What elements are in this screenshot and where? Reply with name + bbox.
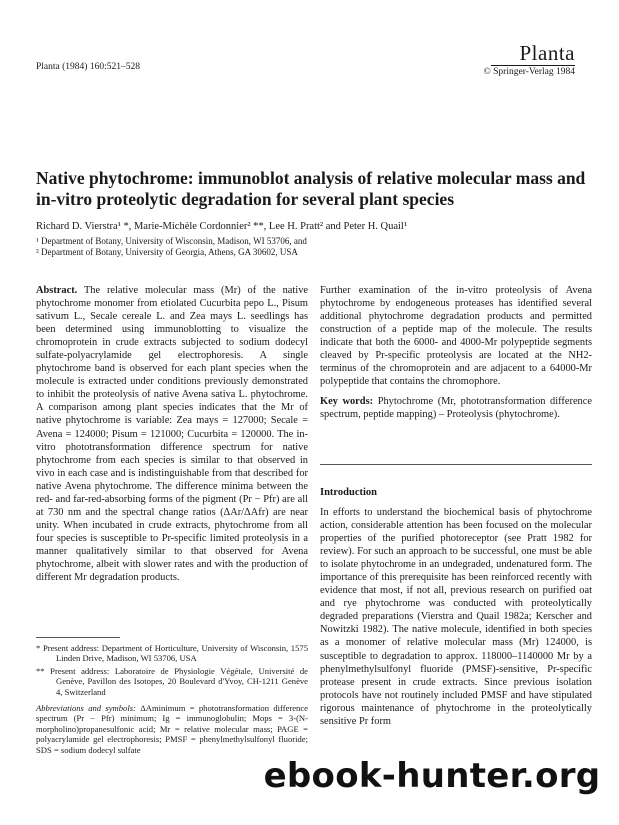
- article-title: Native phytochrome: immunoblot analysis of relative molecular mass and in-vitro proteolytic degradation for several plant species: [36, 168, 586, 209]
- footnote-divider: [36, 637, 120, 638]
- abstract-text: The relative molecular mass (Mr) of the native phytochrome monomer from etiolated Cucurbita pepo L., Pisum sativum L., Secale cereale L. and Zea mays L. seedlings has been determined using immunoblotting to visualize the chromoprotein in crude extracts subjected to sodium dodecyl sulfate-polyacrylamide gel electrophoresis. A single phytochrome band is observed for each plant species when the molecule is extracted under conditions previously demonstrated to inhibit the proteolysis of native Avena sativa L. phytochrome. A comparison among plant species indicates that the Mr of native phytochrome is variable: Zea mays = 127000; Secale = Avena = 124000; Pisum = 121000; Cucurbita = 120000. The in-vitro phototransformation difference spectrum for native phytochrome from each species is similar to that observed in vivo in each case and is indistinguishable from that described for native Avena phytochrome. The difference minima between the red- and far-red-absorbing forms of the pigment (Pr − Pfr) are all at 730 nm and the spectral change ratios (ΔAr/ΔAfr) are near unity. When incubated in crude extracts, phytochrome from all four species is susceptible to Pr-specific limited proteolysis in a manner qualitatively similar to that observed for Avena phytochrome, albeit with slower rates and with the production of different Mr degradation products.: [36, 285, 308, 584]
- keywords-paragraph: [320, 395, 592, 421]
- journal-logo: [484, 42, 575, 77]
- section-divider: [320, 464, 592, 465]
- abstract-continued: Further examination of the in-vitro proteolysis of Avena phytochrome by endogeneous proteases has identified several additional phytochrome degradation products and permitted construction of a peptide map of the molecule. The results indicate that both the 6000- and 4000-Mr polypeptide segments cleaved by Pr-specific proteolysis are located at the NH2-terminus of the chromoprotein and are adjacent to a 64000-Mr polypeptide that contains the chromophore.: [320, 285, 592, 388]
- footnote-1: * Present address: Department of Horticulture, University of Wisconsin, 1575 Linden Drive, Madison, WI 53706, USA: [36, 643, 308, 664]
- logo-divider: [491, 65, 575, 66]
- introduction-heading: Introduction: [320, 487, 377, 498]
- journal-citation: Planta (1984) 160:521–528: [36, 62, 140, 72]
- publisher-notice: © Springer-Verlag 1984: [483, 67, 575, 77]
- footnote-2: ** Present address: Laboratoire de Physiologie Végétale, Université de Genève, Pavillon des Isotopes, 20 Boulevard d'Yvoy, CH-1211 Genève 4, Switzerland: [36, 665, 308, 697]
- keywords-text: Phytochrome (Mr, phototransformation difference spectrum, peptide mapping) – Proteolysis (phytochrome).: [320, 396, 592, 421]
- abstract-label: Abstract.: [36, 285, 78, 296]
- affiliation-2: ² Department of Botany, University of Georgia, Athens, GA 30602, USA: [36, 247, 298, 257]
- abbreviations-label: Abbreviations and symbols:: [36, 703, 136, 714]
- keywords-label: Key words:: [320, 396, 374, 408]
- abstract-paragraph: [36, 284, 308, 584]
- abbreviations-paragraph: [36, 703, 308, 755]
- abstract-column: [36, 284, 308, 584]
- abstract-continuation-column: [320, 284, 592, 421]
- introduction-column: [320, 506, 592, 728]
- abbreviations-text: ΔAminimum = phototransformation difference spectrum (Pr − Pfr) minimum; Ig = immunoglobulin; Mops = 3-(N-morpholino)propanesulfonic acid; Mr = relative molecular mass; PAGE = polyacrylamide gel electrophoresis; PMSF = phenylmethylsulfonyl fluoride; SDS = sodium dodecyl sulfate: [36, 703, 308, 755]
- introduction-text: In efforts to understand the biochemical basis of phytochrome action, considerable attention has been focused on the molecular properties of the purified photoreceptor (see Pratt 1982 for review). For such an approach to be successful, one must be able to isolate phytochrome in an undegraded, undenatured form. The importance of this prerequisite has been reinforced recently with evidence that most, if not all, previous research on purified oat and rye phytochrome was conducted with proteolytically degraded preparations (Vierstra and Quail 1982a; Kerscher and Nowitzki 1982). The native molecule, identified in both species as a monomer of relative molecular mass (Mr) 124000, is susceptible to degradation to approx. 118000–1140000 Mr by a phenylmethylsulfonyl fluoride (PMSF)-sensitive, Pr-specific protease present in crude extracts. Since previous isolation protocols have not routinely included PMSF and have stipulated rigorous maintenance of phytochrome in the proteolytically sensitive Pr form: [320, 507, 592, 727]
- watermark-text: ebook-hunter.org: [263, 756, 601, 796]
- journal-logo-name: Planta: [519, 41, 575, 65]
- author-list: Richard D. Vierstra¹ *, Marie-Michèle Cordonnier² **, Lee H. Pratt² and Peter H. Quail¹: [36, 221, 407, 232]
- affiliation-1: ¹ Department of Botany, University of Wisconsin, Madison, WI 53706, and: [36, 236, 307, 246]
- footnotes: [36, 643, 308, 757]
